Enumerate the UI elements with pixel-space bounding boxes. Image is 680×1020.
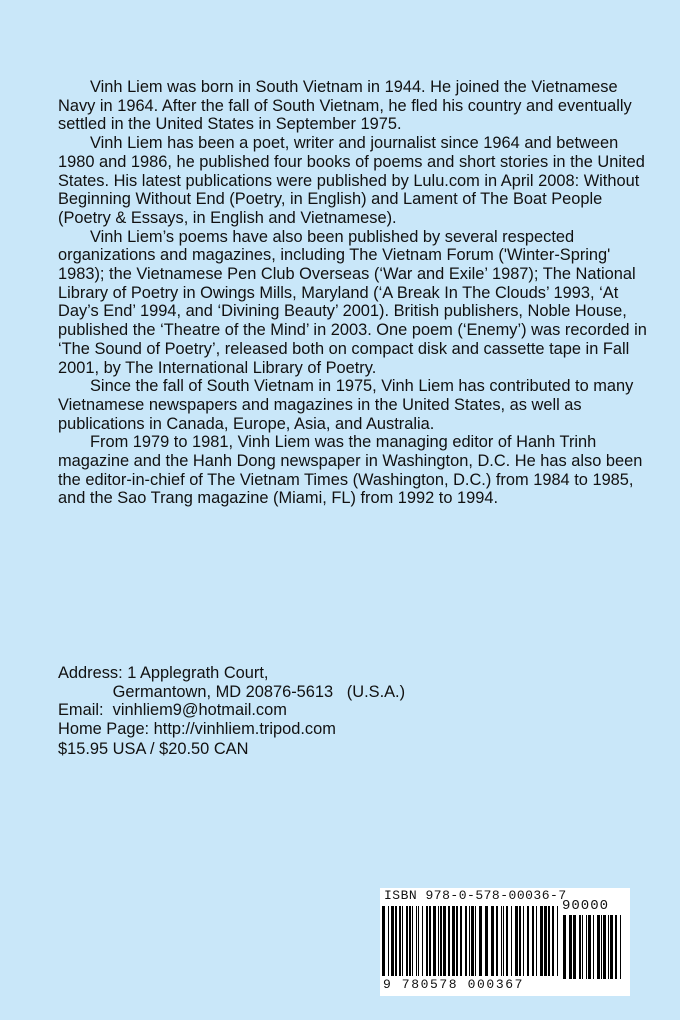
address-line-1: Address: 1 Applegrath Court, [58,664,269,682]
ean-digits: 9 780578 000367 [383,977,525,992]
author-biography [58,78,653,508]
bio-paragraph-1: Vinh Liem was born in South Vietnam in 1944. He joined the Vietnamese Navy in 1964. After the fall of South Vietnam, he fled his country and eventually settled in the United States in September 1975. [58,78,632,134]
homepage-line: Home Page: http://vinhliem.tripod.com [58,720,336,739]
bio-paragraph-2: Vinh Liem has been a poet, writer and journalist since 1964 and between 1980 and 1986, he published four books of poems and short stories in the United States. His latest publications were published by Lulu.com in April 2008: Without Beginning Without End (Poetry, in English) and Lament of The Boat People (Poetry & Essays, in English and Vietnamese). [58,134,645,227]
address-line-2: Germantown, MD 20876-5613 (U.S.A.) [58,682,406,701]
contact-info [58,664,653,739]
ean-barcode-icon [381,906,561,984]
bio-paragraph-5: From 1979 to 1981, Vinh Liem was the managing editor of Hanh Trinh magazine and the Hanh Dong newspaper in Washington, D.C. He has also been the editor-in-chief of The Vietnam Times (Washington, D.C.) from 1984 to 1985, and the Sao Trang magazine (Miami, FL) from 1992 to 1994. [58,433,643,508]
isbn-label: ISBN 978-0-578-00036-7 [384,888,567,903]
addon-number: 90000 [562,898,610,914]
addon-barcode-icon [562,915,624,981]
bio-paragraph-4: Since the fall of South Vietnam in 1975, Vinh Liem has contributed to many Vietnamese newspapers and magazines in the United States, as well as publications in Canada, Europe, Asia, and Australia. [58,377,634,433]
email-line: Email: vinhliem9@hotmail.com [58,701,287,720]
bio-paragraph-3: Vinh Liem’s poems have also been published by several respected organizations and magazines, including The Vietnam Forum ('Winter-Spring' 1983); the Vietnamese Pen Club Overseas (‘War and Exile’ 1987); The National Library of Poetry in Owings Mills, Maryland (‘A Break In The Clouds’ 1993, ‘At Day’s End’ 1994, and ‘Divining Beauty’ 2001). British publishers, Noble House, published the ‘Theatre of the Mind’ in 2003. One poem (‘Enemy’) was recorded in ‘The Sound of Poetry’, released both on compact disk and cassette tape in Fall 2001, by The International Library of Poetry. [58,227,647,377]
price-text: $15.95 USA / $20.50 CAN [58,740,249,758]
